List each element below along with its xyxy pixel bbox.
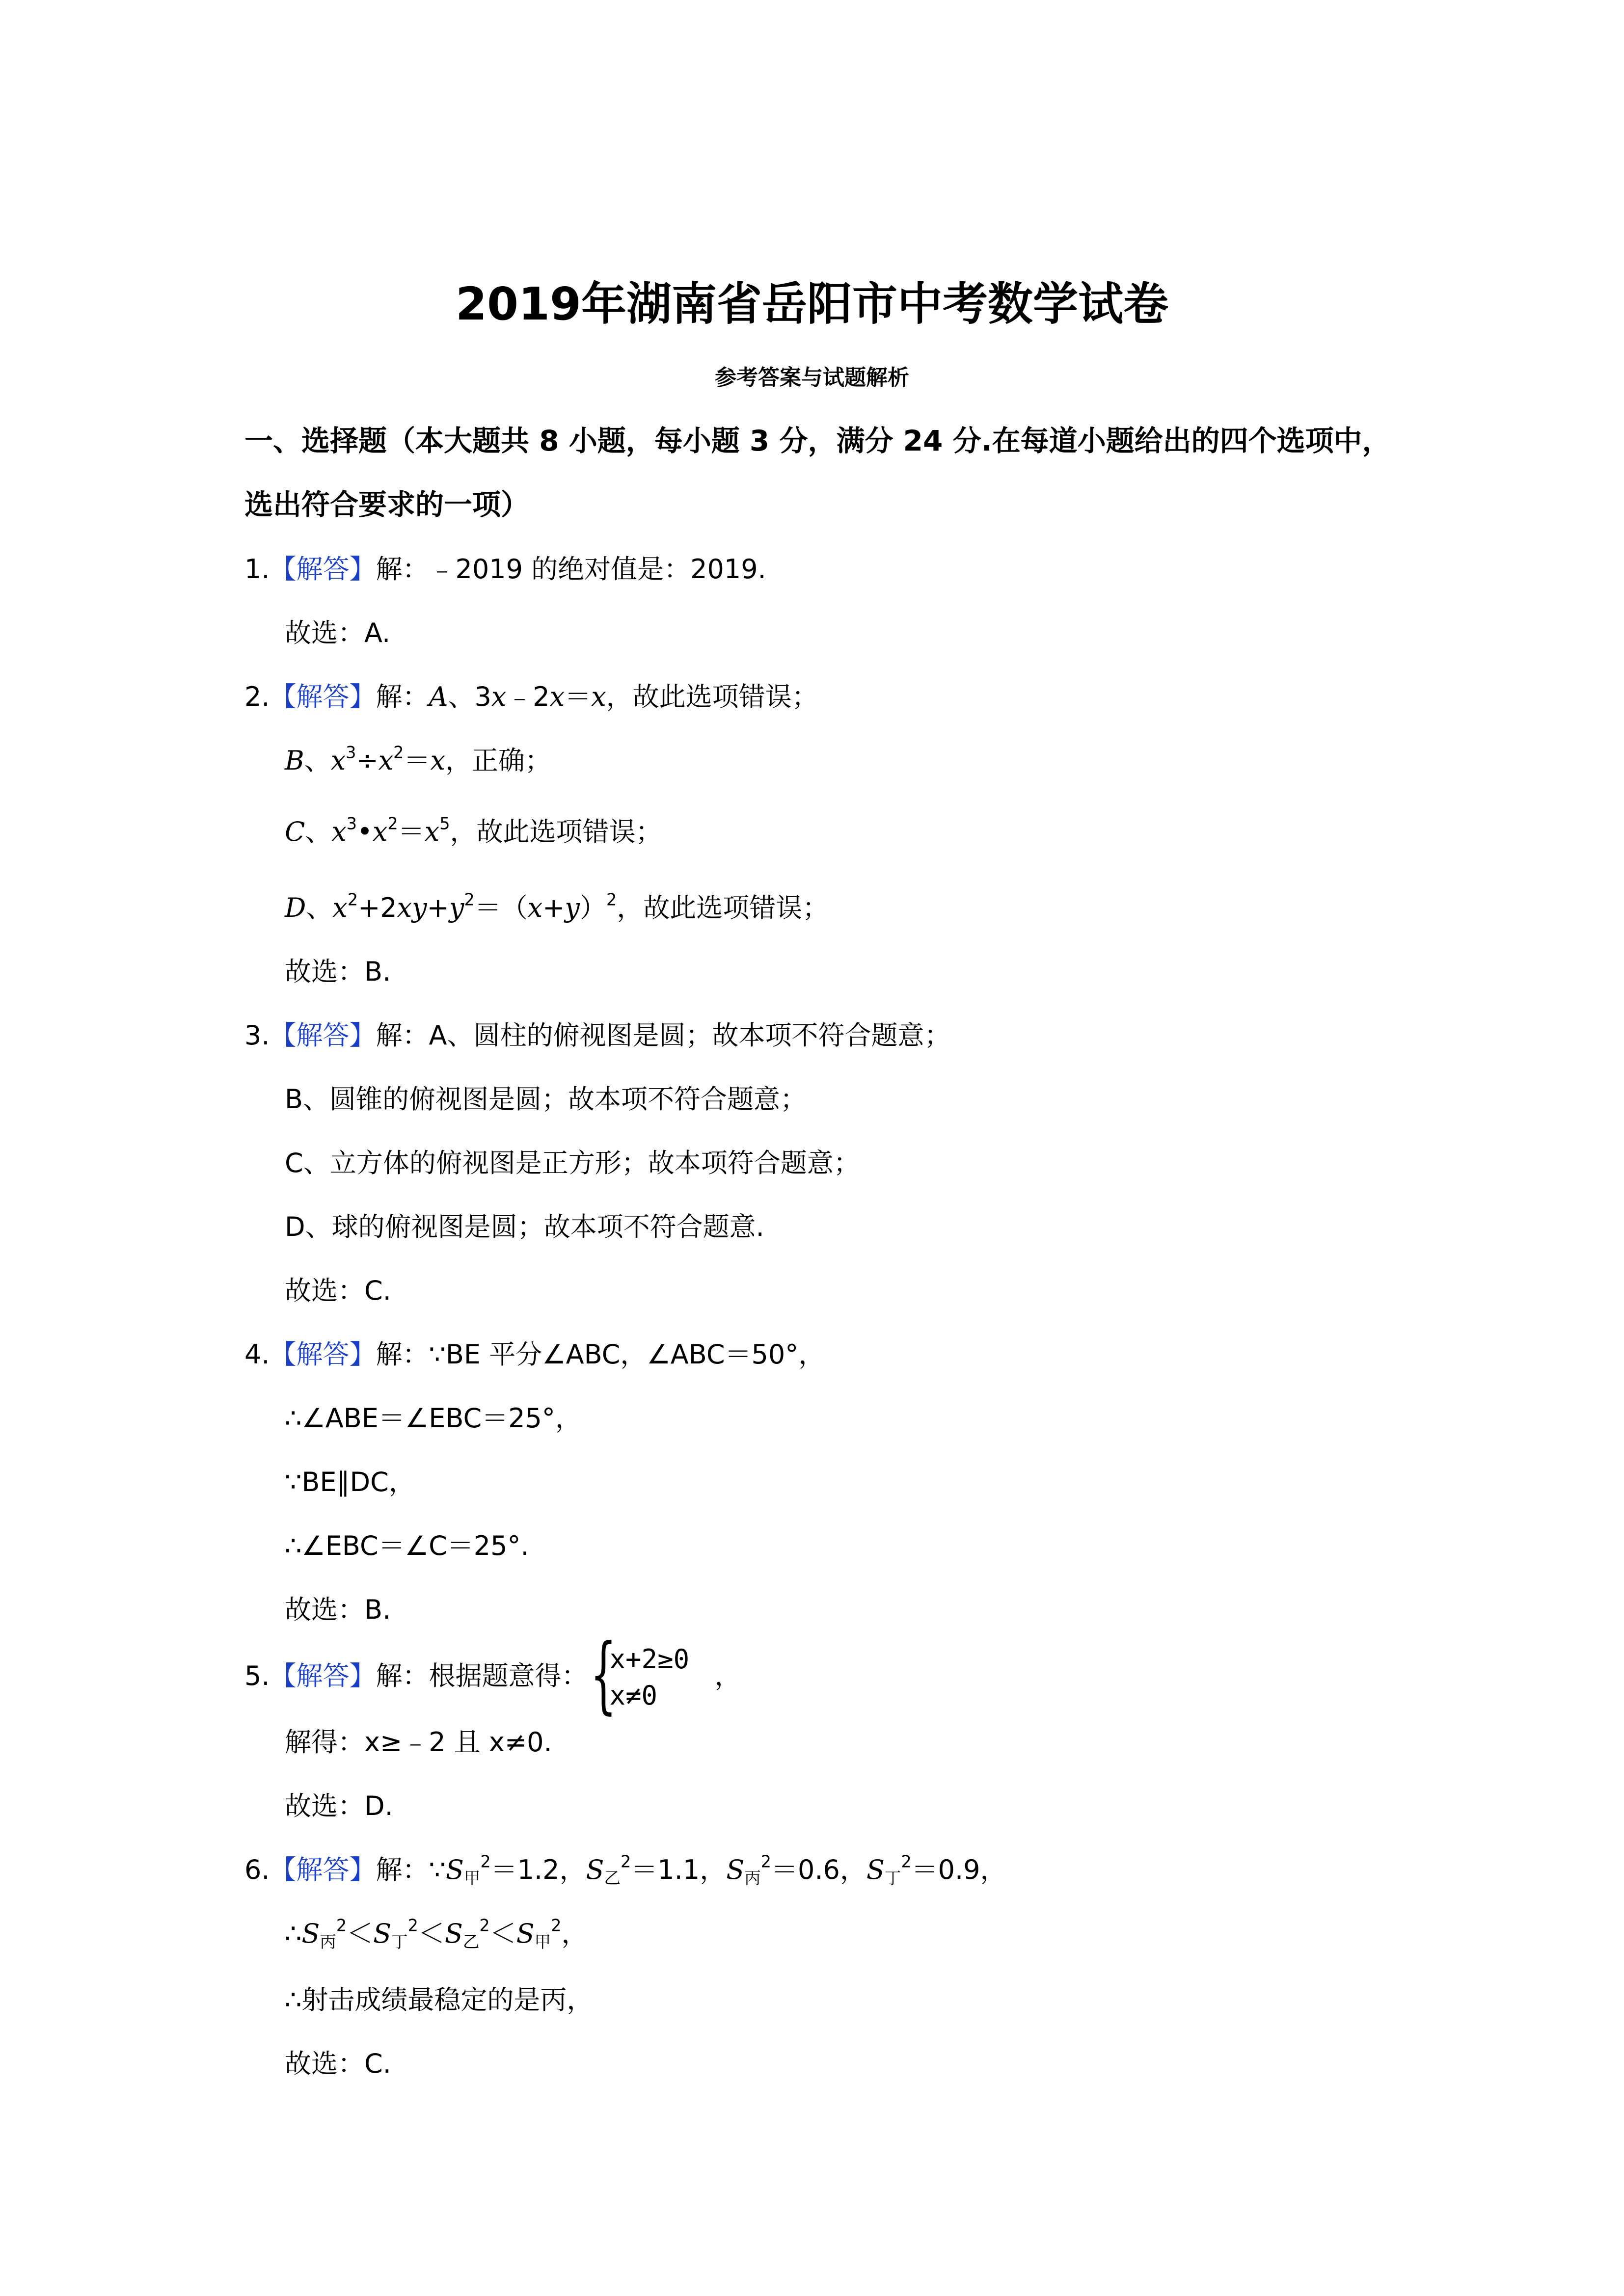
q2-c-verdict: ，故此选项错误； [450,816,662,847]
left-brace: { [590,1626,617,1724]
question-number: 4. [244,1339,270,1370]
q2-a-verdict: ，故此选项错误； [606,681,818,712]
q3-option-a: A、圆柱的俯视图是圆；故本项不符合题意； [429,1020,951,1051]
answer-tag: 【解答】 [270,681,376,712]
question-number: 2. [244,681,270,712]
q2-d-verdict: ，故此选项错误； [617,892,829,923]
question-number: 6. [244,1854,270,1885]
answer-tag: 【解答】 [270,1660,376,1691]
q2-option-b: B、$x^3\div x^2=x$，正确； [285,743,551,776]
q4-step-3: ∵BE∥DC， [285,1467,415,1497]
answer-tag: 【解答】 [270,1020,376,1051]
solution-label: 解： [376,1854,429,1885]
inequality-system [590,1626,713,1724]
section-heading-line1: 一、选择题（本大题共 8 小题，每小题 3 分，满分 24 分.在每道小题给出的四个选项中， [244,424,1391,457]
solution-label: 解： [376,554,429,585]
question-4 [244,1337,825,1372]
q3-option-b: B、圆锥的俯视图是圆；故本项不符合题意； [285,1084,807,1115]
q5-solution: 解得：x≥﹣2 且 x≠0. [285,1727,552,1758]
question-1 [244,552,766,587]
system-row-2: x≠0 [609,1680,658,1711]
q3-choice: 故选：C. [285,1275,391,1306]
answer-tag: 【解答】 [270,1854,376,1885]
answer-tag: 【解答】 [270,1339,376,1370]
q1-choice: 故选：A. [285,617,391,648]
q4-step-2: ∴∠ABE＝∠EBC＝25°， [285,1403,582,1434]
question-3 [244,1018,950,1053]
question-5 [244,1626,741,1724]
q5-tail: ， [714,1660,741,1691]
q6-choice: 故选：C. [285,2048,391,2079]
q4-step-4: ∴∠EBC＝∠C＝25°. [285,1530,529,1561]
q6-variances: $\because S_甲^2=1.2$，$S_乙^2=1.1$，$S_丙^2=0.6$，$S_丁^2=0.9$， [429,1852,1007,1888]
question-number: 1. [244,554,270,585]
question-2 [244,680,818,714]
q2-option-a: A、3x﹣2x＝x [429,681,606,712]
solution-label: 解： [376,1020,429,1051]
q2-option-d: D、$x^2+2xy+y^2=(x+y)^2$，故此选项错误； [285,890,829,923]
q2-b-verdict: ，正确； [445,745,551,776]
answer-tag: 【解答】 [270,554,376,585]
q5-lead: 根据题意得： [429,1660,588,1691]
q2-choice: 故选：B. [285,956,391,987]
solution-text: ﹣2019 的绝对值是：2019. [429,554,766,585]
q6-comparison: $\therefore S_丙^2<S_丁^2<S_乙^2<S_甲^2$， [285,1916,588,1952]
question-number: 3. [244,1020,270,1051]
q4-step-1: ∵BE 平分∠ABC，∠ABC＝50°， [429,1339,825,1370]
solution-label: 解： [376,1339,429,1370]
q4-choice: 故选：B. [285,1594,391,1625]
page-title: 2019年湖南省岳阳市中考数学试卷 [455,278,1169,330]
question-6 [244,1853,1007,1887]
q3-option-d: D、球的俯视图是圆；故本项不符合题意. [285,1211,764,1242]
q2-option-c: C、$x^3•x^2=x^5$，故此选项错误； [285,814,662,847]
solution-label: 解： [376,1660,429,1691]
question-number: 5. [244,1660,270,1691]
q3-option-c: C、立方体的俯视图是正方形；故本项符合题意； [285,1148,860,1178]
solution-label: 解： [376,681,429,712]
section-heading-line2: 选出符合要求的一项） [244,488,530,521]
system-row-1: x+2≥0 [609,1644,690,1675]
page-subtitle: 参考答案与试题解析 [715,365,909,390]
q5-choice: 故选：D. [285,1790,393,1821]
q6-conclusion: ∴射击成绩最稳定的是丙， [285,1984,594,2015]
